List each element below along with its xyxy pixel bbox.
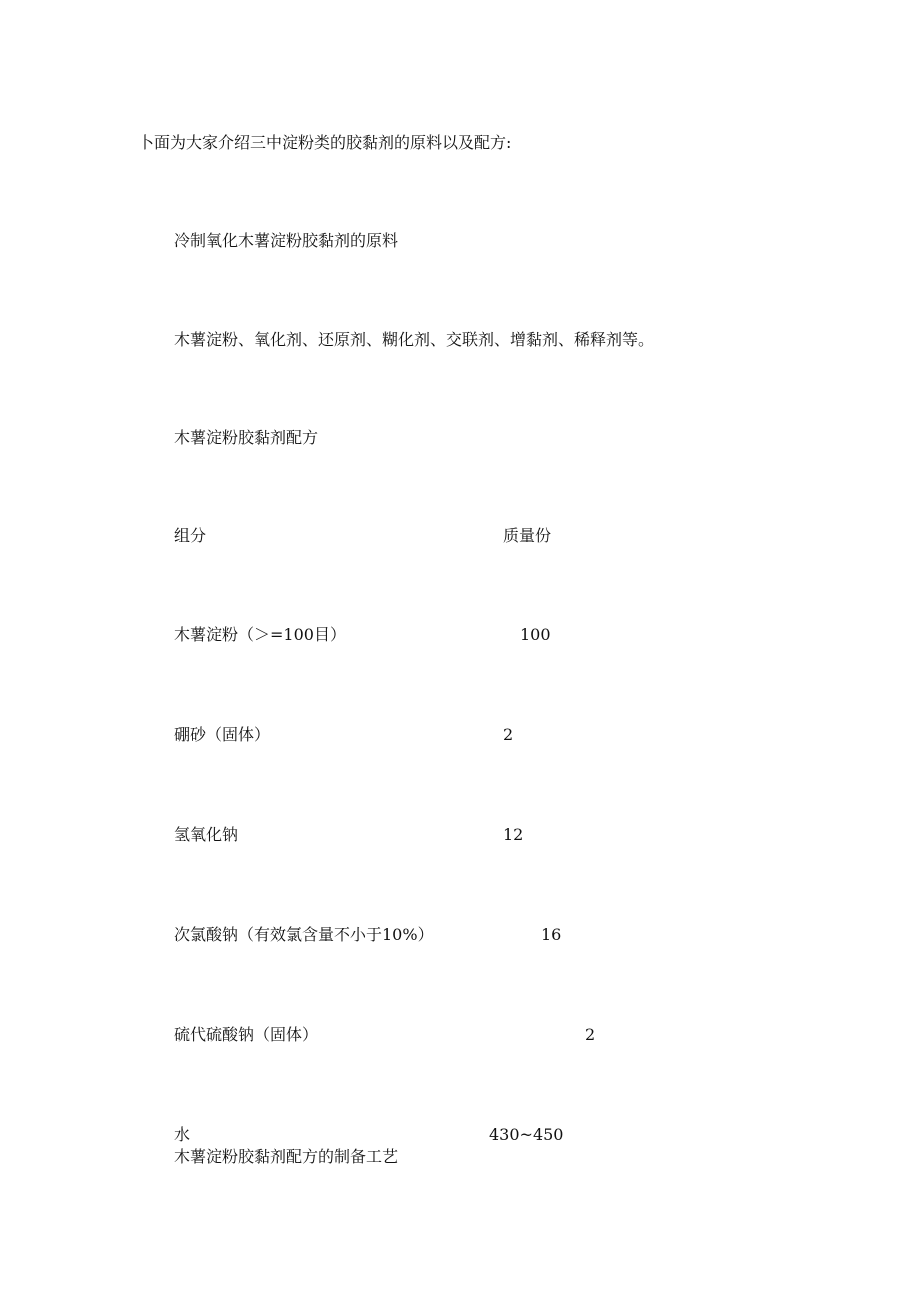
table-cell-component: 次氯酸钠（有效氯含量不小于10%） [174, 925, 434, 944]
table-cell-amount: 100 [520, 625, 551, 644]
intro-text: 卜面为大家介绍三中淀粉类的胶黏剂的原料以及配方: [138, 133, 512, 152]
table-cell-component: 硫代硫酸钠（固体） [174, 1025, 319, 1044]
table-cell-component: 水 [174, 1125, 191, 1144]
table-cell-component: 木薯淀粉（＞=100目） [174, 625, 346, 644]
table-header-amount: 质量份 [503, 526, 552, 545]
table-cell-amount: 2 [503, 725, 514, 744]
table-cell-amount: 16 [541, 925, 562, 944]
process-heading: 木薯淀粉胶黏剂配方的制备工艺 [174, 1147, 399, 1166]
formula-heading: 木薯淀粉胶黏剂配方 [174, 428, 319, 447]
table-cell-amount: 430~450 [489, 1125, 564, 1144]
table-cell-component: 硼砂（固体） [174, 725, 271, 744]
materials-list: 木薯淀粉、氧化剂、还原剂、糊化剂、交联剂、增黏剂、稀释剂等。 [174, 330, 655, 349]
table-cell-amount: 12 [503, 825, 524, 844]
table-cell-amount: 2 [585, 1025, 596, 1044]
materials-heading: 冷制氧化木薯淀粉胶黏剂的原料 [174, 231, 399, 250]
table-header-component: 组分 [174, 526, 207, 545]
table-cell-component: 氢氧化钠 [174, 825, 239, 844]
